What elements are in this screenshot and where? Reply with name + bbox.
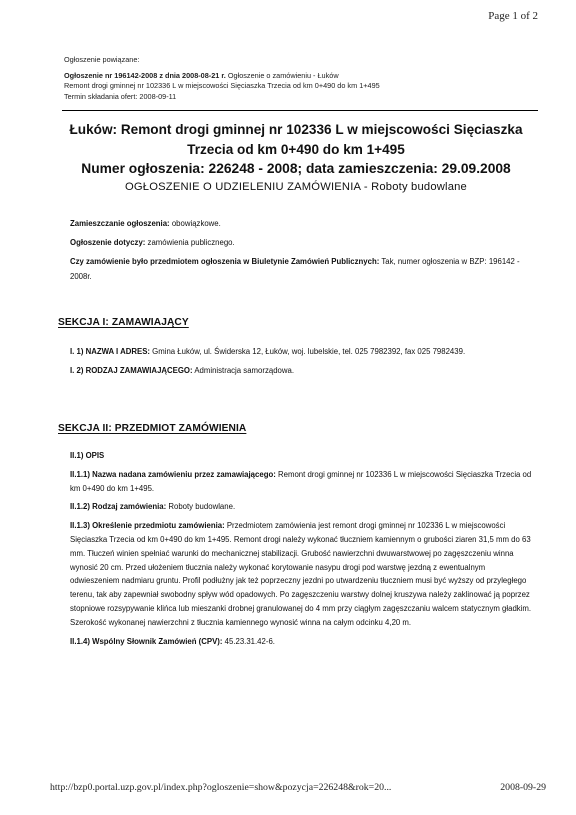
related-notice-line (64, 71, 534, 81)
cpv-code-label: II.1.4) Wspólny Słownik Zamówień (CPV): (70, 636, 223, 646)
contract-kind-label: II.1.2) Rodzaj zamówienia: (70, 502, 167, 512)
notice-type (52, 179, 540, 195)
contracting-authority-type-value: Administracja samorządowa. (192, 365, 294, 375)
contract-name (70, 468, 532, 496)
contract-name-value: Remont drogi gminnej nr 102336 L w miejscowości Sięciaszka Trzecia od km 0+490 do km 1+495. (70, 469, 532, 493)
meta-concerns (70, 236, 532, 250)
related-notice-deadline: Termin składania ofert: 2008-09-11 (64, 91, 177, 101)
contract-kind (70, 500, 532, 514)
meta-concerns-label: Ogłoszenie dotyczy: (70, 238, 146, 248)
contract-kind-value: Roboty budowlane. (166, 502, 236, 512)
contract-subject (70, 519, 532, 629)
related-notice (64, 55, 534, 102)
meta-placement (70, 217, 532, 231)
description-heading (70, 449, 532, 463)
related-notice-subject: Remont drogi gminnej nr 102336 L w miejscowości Sięciaszka Trzecia od km 0+490 do km 1+495 (64, 81, 380, 91)
meta-bzp-label: Czy zamówienie było przedmiotem ogłoszenia w Biuletynie Zamówień Publicznych: (70, 257, 380, 267)
section-2-body (70, 449, 532, 653)
related-notice-number: Ogłoszenie nr 196142-2008 z dnia 2008-08-21 r. (64, 71, 226, 81)
header-divider (62, 110, 538, 111)
contracting-authority-type (70, 364, 532, 378)
document-title (52, 120, 540, 195)
contracting-authority-name (70, 345, 532, 359)
meta-placement-value: obowiązkowe. (169, 219, 221, 228)
notice-type-caps: OGŁOSZENIE O UDZIELENIU ZAMÓWIENIA (125, 180, 361, 193)
footer-date: 2008-09-29 (500, 782, 546, 793)
page-number: Page 1 of 2 (488, 10, 538, 22)
footer-url: http://bzp0.portal.uzp.gov.pl/index.php?ogloszenie=show&pozycja=226248&rok=20... (50, 782, 392, 793)
contract-subject-value: Przedmiotem zamówienia jest remont drogi gminnej nr 102336 L w miejscowości Sięciaszka Trzecia od km 0+490 do km 1+495. Remont drogi należy wykonać tłuczniem kamiennym o grubości ziaren 31,5 mm do 63 mm. Tłuczeń winien spełniać warunki do mechanicznej stabilizacji. Grubość nawierzchni dwuwarstwowej po zagęszczeniu winna wynosić 20 cm. Przed ułożeniem tłucznia należy wykonać korytowanie nasypu drogi pod warstwę jezdną z ewentualnym odwieszeniem nadmiaru gruntu. Profil podłużny jak też poprzeczny jezdni po utwardzeniu tłuczniem musi być wyższy od przyległego terenu, tak aby zapewniał swobodny spływ wód opadowych. Po zagęszczeniu warstwy dolnej kruszywa należy zaklinować ją poprzez stopniowe rozsypywanie klińca lub mieszanki drobnej granulowanej do 4 mm przy ciągłym zagęszczaniu walcem statycznym gładkim. Szerokość wykonanej nawierzchni z tłucznia kamiennego wynosić winna na całym odcinku 4,20 m. (70, 521, 532, 627)
meta-placement-label: Zamieszczanie ogłoszenia: (70, 219, 170, 228)
meta-bzp (70, 255, 532, 283)
notice-meta (70, 217, 532, 289)
notice-number-line: Numer ogłoszenia: 226248 - 2008; data zamieszczenia: 29.09.2008 (81, 161, 511, 176)
section-1-heading: SEKCJA I: ZAMAWIAJĄCY (58, 317, 189, 328)
contracting-authority-name-value: Gmina Łuków, ul. Świderska 12, Łuków, woj. lubelskie, tel. 025 7982392, fax 025 7982439. (150, 347, 466, 356)
title-line-2: Trzecia od km 0+490 do km 1+495 (187, 141, 405, 157)
contract-name-label: II.1.1) Nazwa nadana zamówieniu przez zamawiającego: (70, 469, 276, 479)
meta-concerns-value: zamówienia publicznego. (145, 238, 235, 248)
notice-type-kind: - Roboty budowlane (360, 180, 467, 193)
cpv-code-value: 45.23.31.42-6. (222, 636, 275, 646)
contracting-authority-type-label: I. 2) RODZAJ ZAMAWIAJĄCEGO: (70, 365, 193, 375)
related-notice-label: Ogłoszenie powiązane: (64, 55, 140, 64)
section-2-heading: SEKCJA II: PRZEDMIOT ZAMÓWIENIA (58, 423, 247, 434)
section-1-body (70, 345, 532, 383)
cpv-code (70, 635, 532, 649)
meta-bzp-value: Tak, numer ogłoszenia w BZP: 196142 - 2008r. (70, 257, 520, 281)
contract-subject-label: II.1.3) Określenie przedmiotu zamówienia: (70, 521, 225, 531)
related-notice-title: Ogłoszenie o zamówieniu - Łuków (225, 71, 339, 81)
contracting-authority-name-label: I. 1) NAZWA I ADRES: (70, 347, 150, 356)
description-heading-text: II.1) OPIS (70, 451, 105, 460)
title-line-1: Łuków: Remont drogi gminnej nr 102336 L w miejscowości Sięciaszka (69, 122, 523, 137)
